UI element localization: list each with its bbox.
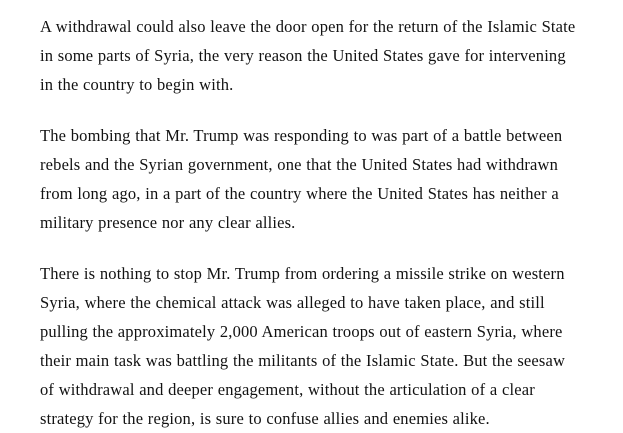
article-paragraph-2: The bombing that Mr. Trump was responding to was part of a battle between rebels and the Syrian government, one that the United States had withdrawn from long ago, in a part of the country where the United States has neither a military presence nor any clear allies. xyxy=(40,126,563,232)
article-paragraph-1: A withdrawal could also leave the door open for the return of the Islamic State in some parts of Syria, the very reason the United States gave for intervening in the country to begin with. xyxy=(40,17,576,94)
article-paragraph-3: There is nothing to stop Mr. Trump from ordering a missile strike on western Syria, where the chemical attack was alleged to have taken place, and still pulling the approximately 2,000 American troops out of eastern Syria, where their main task was battling the militants of the Islamic State. But the seesaw of withdrawal and deeper engagement, without the articulation of a clear strategy for the region, is sure to confuse allies and enemies alike. xyxy=(40,264,566,428)
